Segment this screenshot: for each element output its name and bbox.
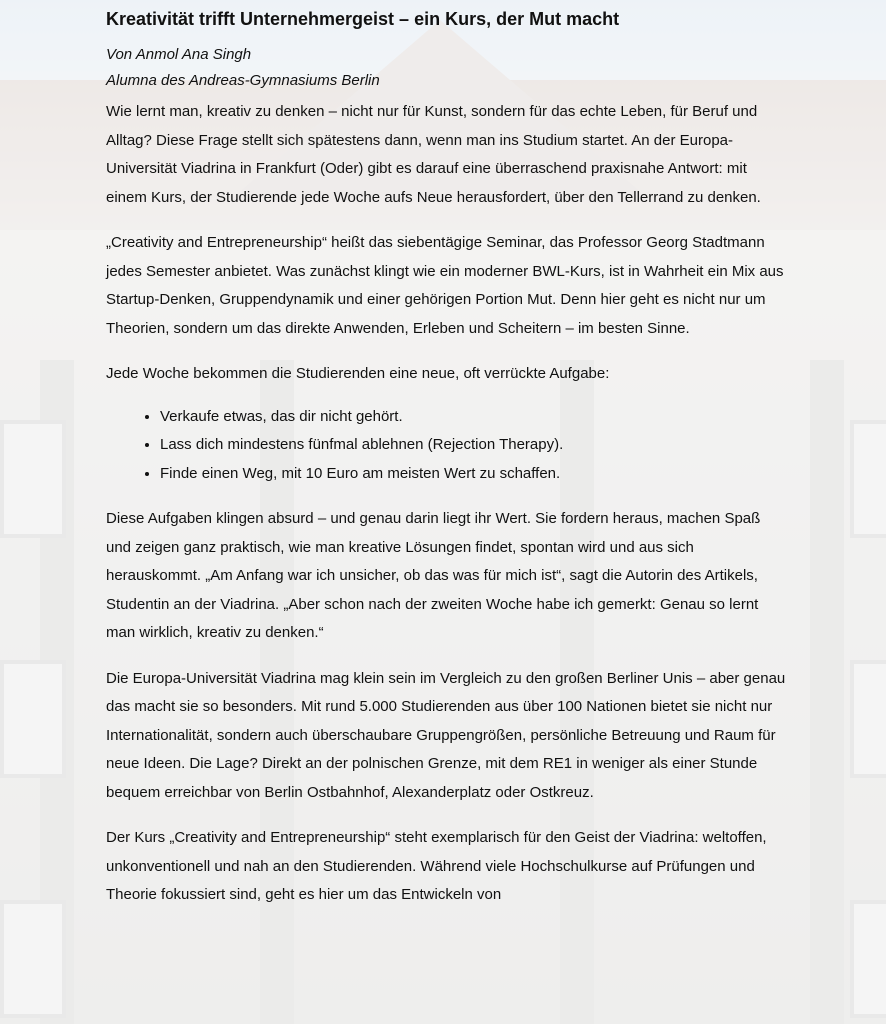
article-title: Kreativität trifft Unternehmergeist – ein Kurs, der Mut macht [106, 9, 620, 29]
paragraph-reflection: Diese Aufgaben klingen absurd – und genau darin liegt ihr Wert. Sie fordern heraus, machen Spaß und zeigen ganz praktisch, wie man kreative Lösungen findet, spontan wird und aus sich herauskommt. „Am Anfang war ich unsicher, ob das was für mich ist“, sagt die Autorin des Artikels, Studentin an der Viadrina. „Aber schon nach der zweiten Woche habe ich gemerkt: Genau so lernt man wirklich, kreativ zu denken.“ [106, 510, 761, 641]
paragraph-seminar: „Creativity and Entrepreneurship“ heißt das siebentägige Seminar, das Professor Georg Stadtmann jedes Semester anbietet. Was zunächst klingt wie ein moderner BWL-Kurs, ist in Wahrheit ein Mix aus Startup-Denken, Gruppendynamik und einer gehörigen Portion Mut. Denn hier geht es nicht nur um Theorien, sondern um das direkte Anwenden, Erleben und Scheitern – im besten Sinne. [106, 234, 784, 337]
task-list [106, 403, 786, 489]
author-affiliation: Alumna des Andreas-Gymnasiums Berlin [106, 72, 380, 89]
article [106, 0, 786, 910]
paragraph-tasks-intro: Jede Woche bekommen die Studierenden eine neue, oft verrückte Aufgabe: [106, 365, 610, 382]
paragraph-conclusion: Der Kurs „Creativity and Entrepreneurship“ steht exemplarisch für den Geist der Viadrina: weltoffen, unkonventionell und nah an den Studierenden. Während viele Hochschulkurse auf Prüfungen und Theorie fokussiert sind, geht es hier um das Entwickeln von [106, 829, 767, 903]
paragraph-university: Die Europa-Universität Viadrina mag klein sein im Vergleich zu den großen Berliner Unis – aber genau das macht sie so besonders. Mit rund 5.000 Studierenden aus über 100 Nationen bietet sie nicht nur Internationalität, sondern auch überschaubare Gruppengrößen, persönliche Betreuung und Raum für neue Ideen. Die Lage? Direkt an der polnischen Grenze, mit dem RE1 in weniger als einer Stunde bequem erreichbar von Berlin Ostbahnhof, Alexanderplatz oder Ostkreuz. [106, 669, 786, 801]
paragraph-intro: Wie lernt man, kreativ zu denken – nicht nur für Kunst, sondern für das echte Leben, für Beruf und Alltag? Diese Frage stellt sich spätestens dann, wenn man ins Studium startet. An der Europa-Universität Viadrina in Frankfurt (Oder) gibt es darauf eine überraschend praxisnahe Antwort: mit einem Kurs, der Studierende jede Woche aufs Neue herausfordert, über den Tellerrand zu denken. [106, 103, 761, 206]
author-line: Von Anmol Ana Singh [106, 46, 252, 63]
list-item: • Verkaufe etwas, das dir nicht gehört. [160, 403, 786, 432]
list-item: • Finde einen Weg, mit 10 Euro am meisten Wert zu schaffen. [160, 460, 786, 489]
list-item: • Lass dich mindestens fünfmal ablehnen (Rejection Therapy). [160, 431, 786, 460]
